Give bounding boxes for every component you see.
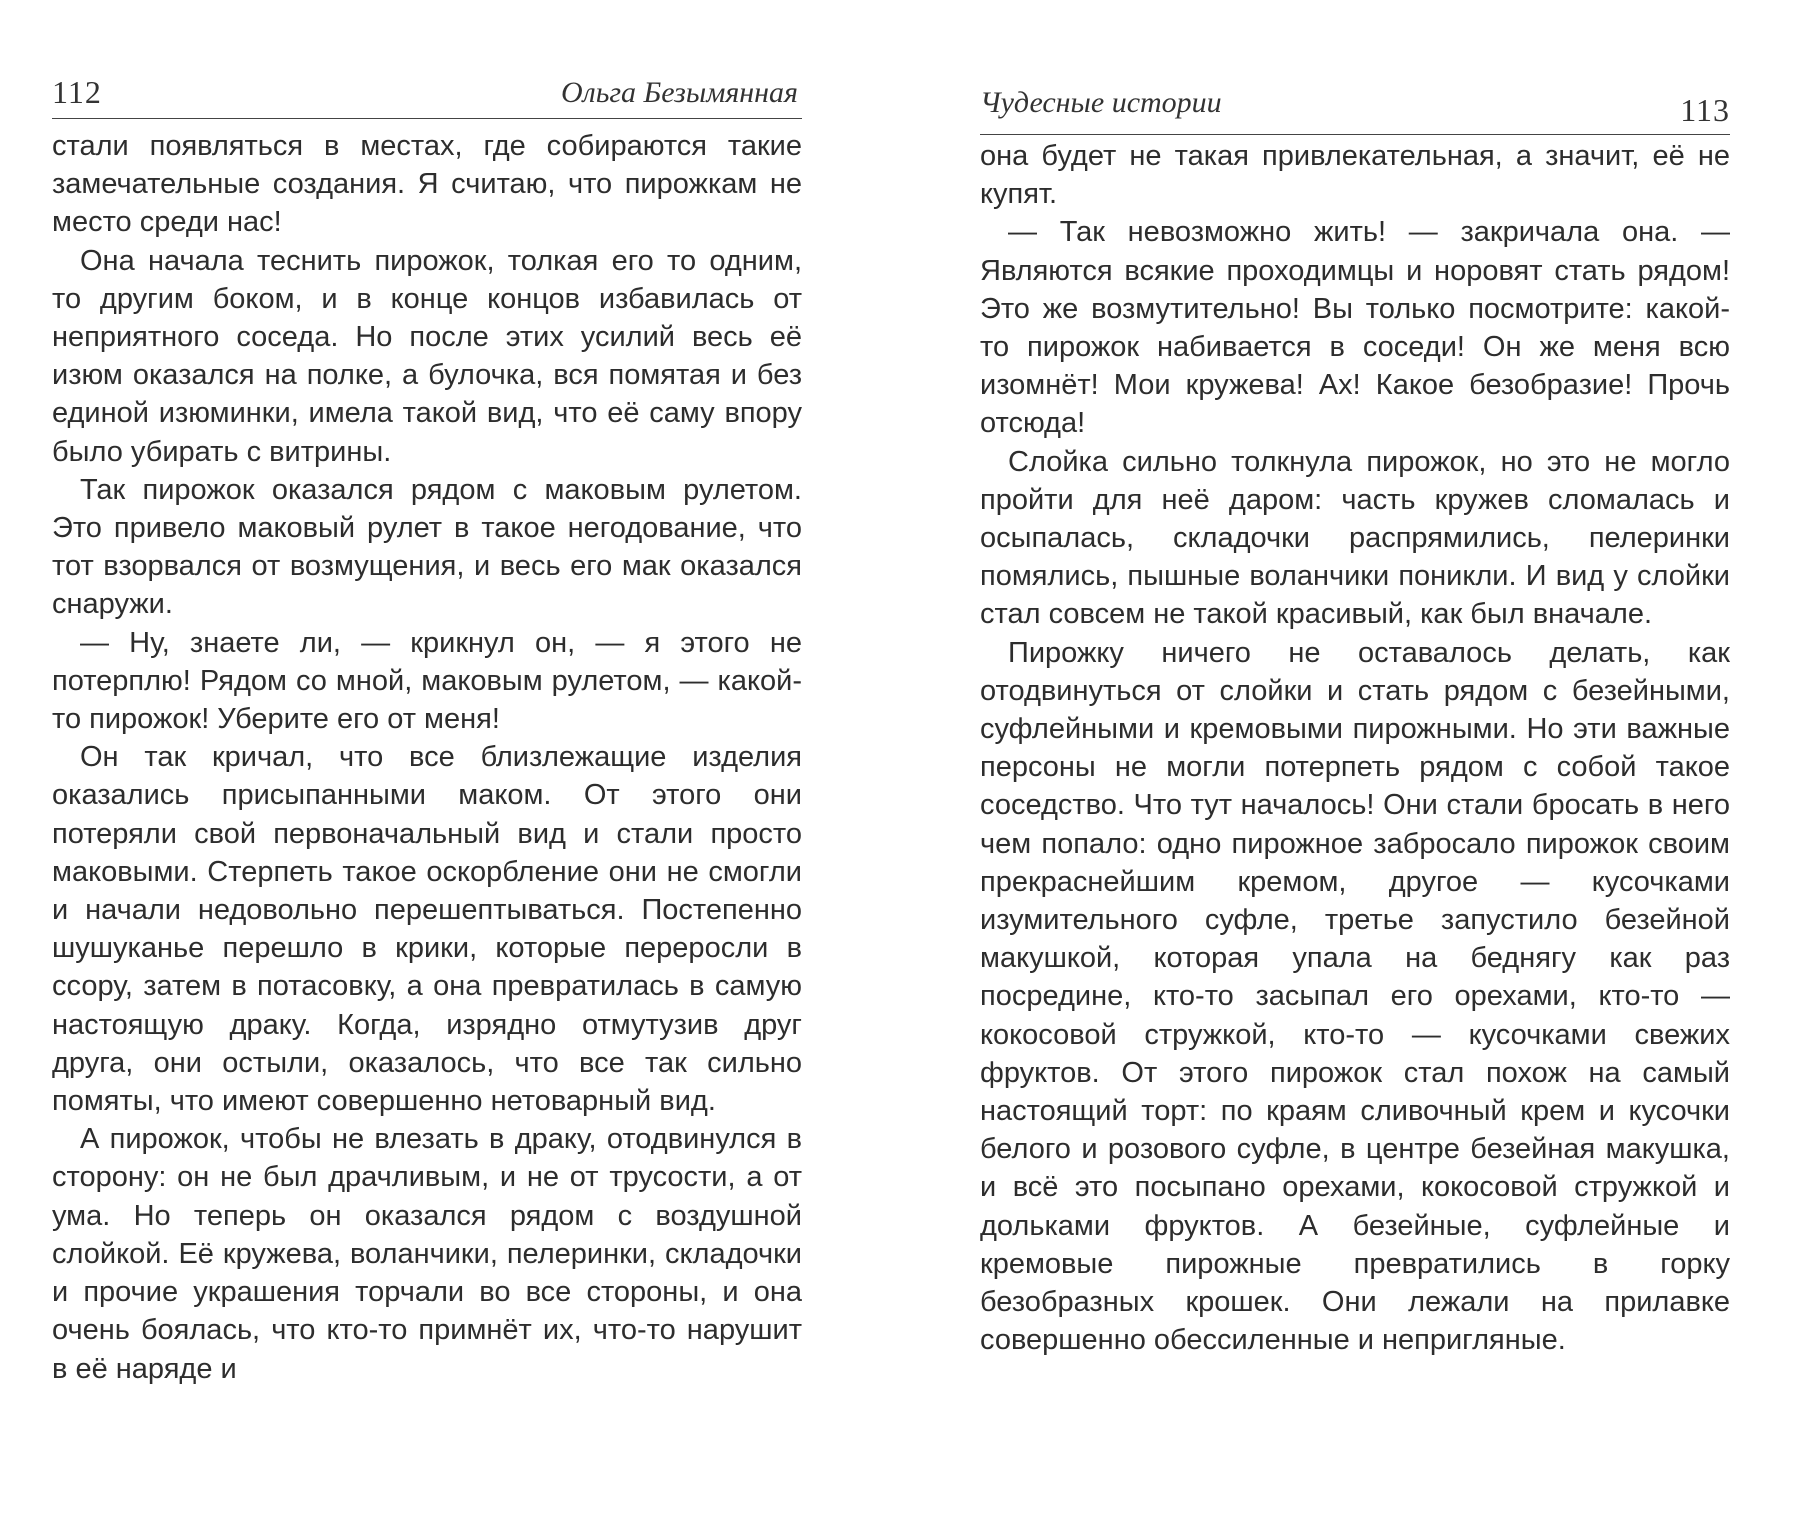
right-page-text: [980, 137, 1730, 1360]
paragraph: А пирожок, чтобы не влезать в драку, отодвинулся в сторону: он не был драчливым, и не от трусости, а от ума. Но теперь он оказался рядом с воздушной слойкой. Её кружева, воланчики, пелеринки, складочки и прочие украшения торчали во все стороны, и она очень боялась, что кто-то примнёт их, что-то нарушит в её наряде и: [52, 1123, 802, 1385]
right-page: [980, 84, 1730, 1360]
paragraph: Пирожку ничего не оставалось делать, как отодвинуться от слойки и стать рядом с безейными, суфлейными и кремовыми пирожными. Но эти важные персоны не могли потерпеть рядом с собой такое соседство. Что тут началось! Они стали бросать в него чем попало: одно пирожное забросало пирожок своим прекраснейшим кремом, другое — кусочками изумительного суфле, третье запустило безейной макушкой, которая упала на беднягу как раз посредине, кто-то засыпал его орехами, кто-то — кокосовой стружкой, кто-то — кусочками свежих фруктов. От этого пирожок стал похож на самый настоящий торт: по краям сливочный крем и кусочки белого и розового суфле, в центре безейная макушка, и всё это посыпано орехами, кокосовой стружкой и дольками фруктов. А безейные, суфлейные и кремовые пирожные превратились в горку безобразных крошек. Они лежали на прилавке совершенно обессиленные и непригляные.: [980, 636, 1730, 1357]
running-title-author: Ольга Безымянная: [560, 76, 798, 109]
paragraph: Так пирожок оказался рядом с маковым рулетом. Это привело маковый рулет в такое негодование, что тот взорвался от возмущения, и весь его мак оказался снаружи.: [52, 473, 802, 621]
running-title-book: Чудесные истории: [980, 86, 1222, 119]
paragraph: — Ну, знаете ли, — крикнул он, — я этого не потерплю! Рядом со мной, маковым рулетом, — какой-то пирожок! Уберите его от меня!: [52, 626, 802, 736]
paragraph: Она начала теснить пирожок, толкая его то одним, то другим боком, и в конце концов избавилась от неприятного соседа. Но после этих усилий весь её изюм оказался на полке, а булочка, вся помятая и без единой изюминки, имела такой вид, что её саму впору было убирать с витрины.: [52, 244, 802, 468]
page-number-right: 113: [1680, 92, 1730, 128]
left-running-head: [52, 70, 802, 119]
paragraph: — Так невозможно жить! — закричала она. — Являются всякие проходимцы и норовят стать рядом! Это же возмутительно! Вы только посмотрите: какой-то пирожок набивается в соседи! Он же меня всю изомнёт! Мои кружева! Ах! Какое безобразие! Прочь отсюда!: [980, 216, 1730, 440]
book-gutter: [905, 0, 907, 1539]
left-page-text: [52, 127, 802, 1388]
paragraph: стали появляться в местах, где собираются такие замечательные создания. Я считаю, что пирожкам не место среди нас!: [52, 130, 802, 239]
paragraph: Он так кричал, что все близлежащие изделия оказались присыпанными маком. От этого они потеряли свой первоначальный вид и стали просто маковыми. Стерпеть такое оскорбление они не смогли и начали недовольно перешептываться. Постепенно шушуканье перешло в крики, которые переросли в ссору, затем в потасовку, а она превратилась в самую настоящую драку. Когда, изрядно отмутузив друг друга, они остыли, оказалось, что все так сильно помяты, что имеют совершенно нетоварный вид.: [52, 741, 802, 1118]
paragraph: Слойка сильно толкнула пирожок, но это не могло пройти для неё даром: часть кружев сломалась и осыпалась, складочки распрямились, пелеринки помялись, пышные воланчики поникли. И вид у слойки стал совсем не такой красивый, как был вначале.: [980, 445, 1730, 631]
right-running-head: [980, 84, 1730, 135]
page-number-left: 112: [52, 74, 102, 110]
left-page: [52, 70, 802, 1388]
paragraph: она будет не такая привлекательная, а значит, её не купят.: [980, 140, 1730, 211]
